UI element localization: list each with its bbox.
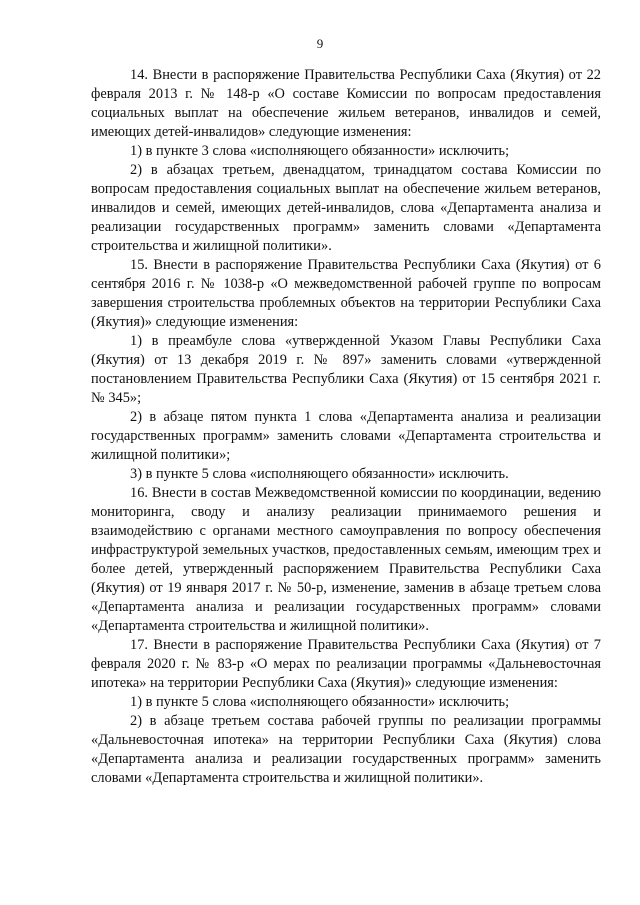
- paragraph-17-item-2: 2) в абзаце третьем состава рабочей группы по реализации программы «Дальневосточная ипотека» на территории Республики Саха (Якутия) слова «Департамента анализа и реализации государственных программ» заменить словами «Департамента строительства и жилищной политики».: [91, 713, 601, 786]
- paragraph-17: 17. Внести в распоряжение Правительства Республики Саха (Якутия) от 7 февраля 2020 г. № 83-р «О мерах по реализации программы «Дальневосточная ипотека» на территории Республики Саха (Якутия)» следующие изменения:: [91, 637, 601, 691]
- paragraph-16: 16. Внести в состав Межведомственной комиссии по координации, ведению мониторинга, своду и анализу реализации принимаемого решения и взаимодействию с органами местного самоуправления по вопросу обеспечения инфраструктурой земельных участков, предоставленных семьям, имеющим трех и более детей, утвержденный распоряжением Правительства Республики Саха (Якутия) от 19 января 2017 г. № 50-р, изменение, заменив в абзаце третьем слова «Департамента анализа и реализации государственных программ» словами «Департамента строительства и жилищной политики».: [91, 485, 601, 634]
- paragraph-14: 14. Внести в распоряжение Правительства Республики Саха (Якутия) от 22 февраля 2013 г. № 148-р «О составе Комиссии по вопросам предоставления социальных выплат на обеспечение жильем ветеранов, инвалидов и семей, имеющих детей-инвалидов» следующие изменения:: [91, 67, 601, 140]
- document-body: [91, 66, 601, 788]
- paragraph-15-item-2: 2) в абзаце пятом пункта 1 слова «Департамента анализа и реализации государственных программ» заменить словами «Департамента строительства и жилищной политики»;: [91, 409, 601, 463]
- paragraph-17-item-1: 1) в пункте 5 слова «исполняющего обязанности» исключить;: [130, 694, 510, 710]
- paragraph-15-item-1: 1) в преамбуле слова «утвержденной Указом Главы Республики Саха (Якутия) от 13 декабря 2019 г. № 897» заменить словами «утвержденной постановлением Правительства Республики Саха (Якутия) от 15 сентября 2021 г. № 345»;: [91, 333, 601, 406]
- paragraph-14-item-2: 2) в абзацах третьем, двенадцатом, тринадцатом состава Комиссии по вопросам предоставления социальных выплат на обеспечение жильем ветеранов, инвалидов и семей, имеющих детей-инвалидов, слова «Департамента анализа и реализации государственных программ» заменить словами «Департамента строительства и жилищной политики».: [91, 162, 601, 254]
- paragraph-14-item-1: 1) в пункте 3 слова «исполняющего обязанности» исключить;: [130, 143, 510, 159]
- paragraph-15-item-3: 3) в пункте 5 слова «исполняющего обязанности» исключить.: [130, 466, 509, 482]
- page-number: 9: [316, 36, 324, 51]
- paragraph-15: 15. Внести в распоряжение Правительства Республики Саха (Якутия) от 6 сентября 2016 г. № 1038-р «О межведомственной рабочей группе по вопросам завершения строительства проблемных объектов на территории Республики Саха (Якутия)» следующие изменения:: [91, 257, 601, 330]
